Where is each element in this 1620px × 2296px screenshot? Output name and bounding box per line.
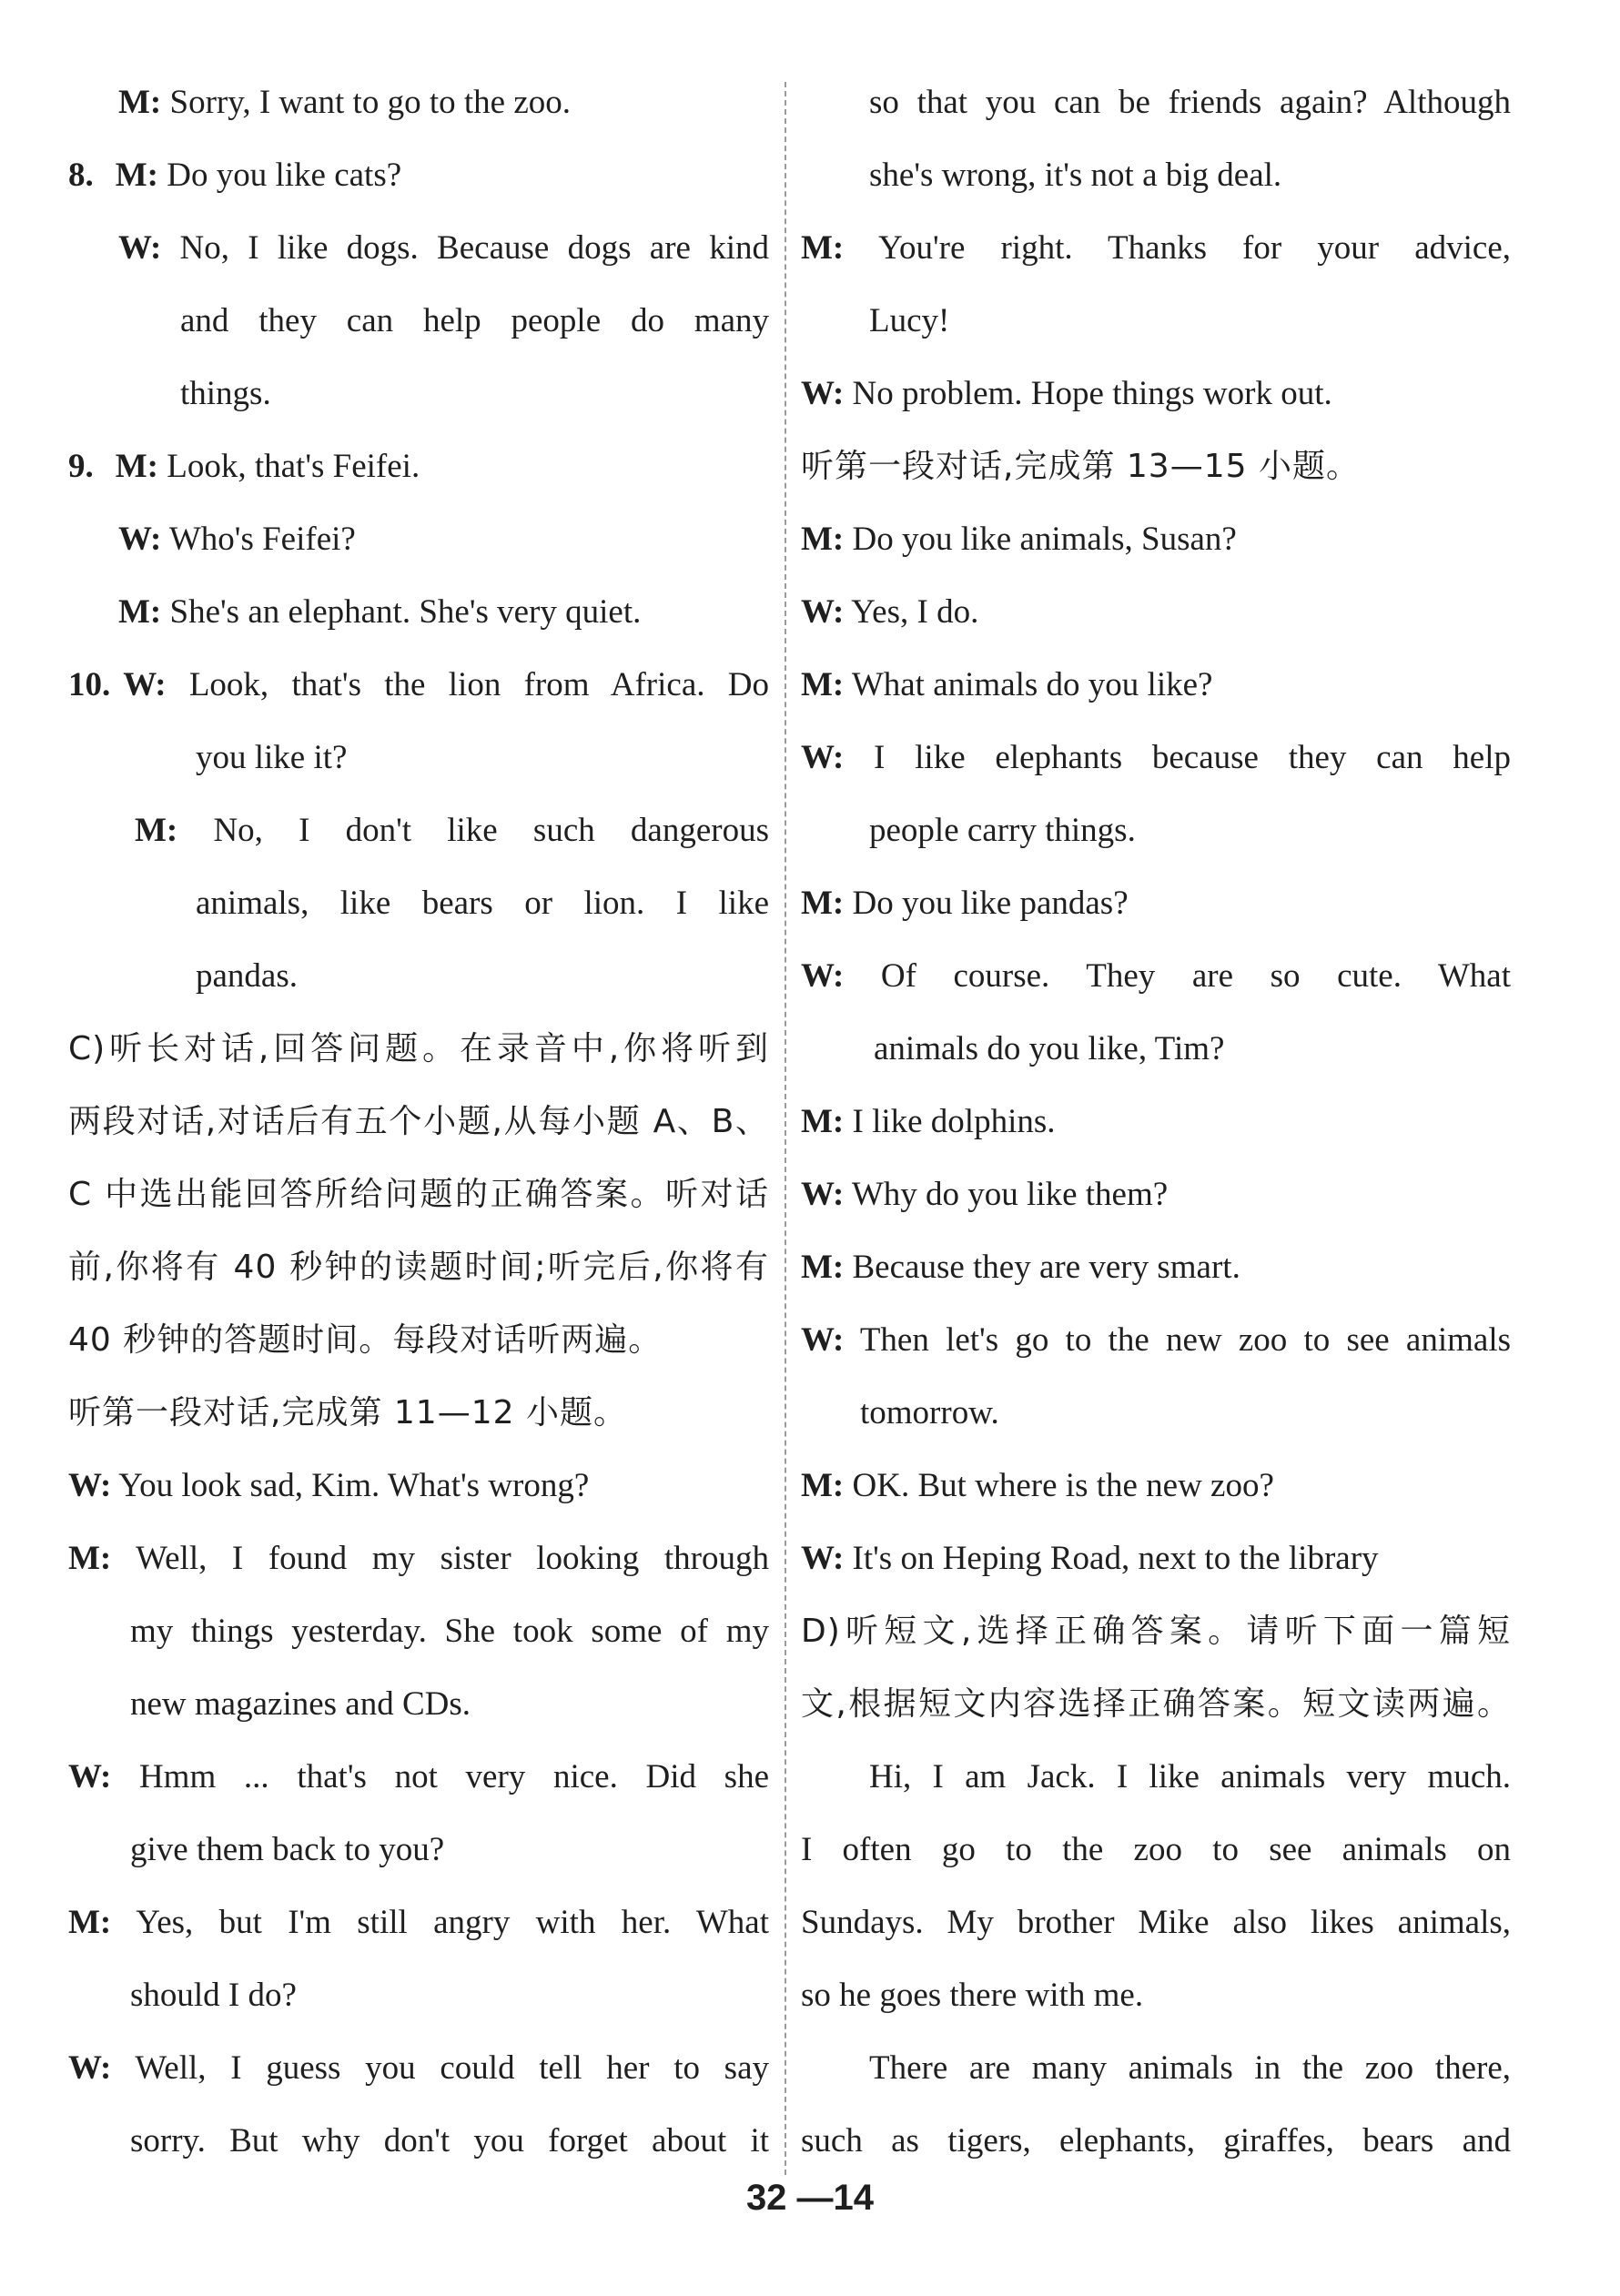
speaker-label: M:: [801, 885, 845, 922]
line-text: 两段对话,对话后有五个小题,从每小题 A、B、: [68, 1103, 769, 1140]
section-instruction-line: [68, 1238, 769, 1310]
line-text: 40 秒钟的答题时间。每段对话听两遍。: [68, 1321, 663, 1359]
line-text: 听第一段对话,完成第 13—15 小题。: [801, 448, 1360, 485]
text-line: [68, 728, 769, 801]
speaker-label: M:: [135, 812, 178, 849]
text-line: [68, 73, 769, 146]
line-text: Look, that's the lion from Africa. Do: [166, 666, 769, 703]
line-text: Lucy!: [869, 302, 950, 339]
section-instruction-line: [801, 1602, 1511, 1674]
text-line: [68, 1820, 769, 1893]
text-line: [68, 1674, 769, 1747]
line-text: tomorrow.: [860, 1394, 999, 1431]
speaker-label: W:: [801, 739, 845, 776]
speaker-label: M:: [68, 1540, 112, 1577]
line-text: Hmm ... that's not very nice. Did she: [111, 1758, 769, 1795]
speaker-label: M:: [801, 521, 845, 558]
line-text: I like elephants because they can help: [844, 739, 1511, 776]
line-text: C)听长对话,回答问题。在录音中,你将听到: [68, 1030, 769, 1067]
line-text: Yes, but I'm still angry with her. What: [111, 1904, 769, 1941]
speaker-label: W:: [801, 1321, 845, 1359]
line-text: such as tigers, elephants, giraffes, bears and: [801, 2122, 1511, 2159]
line-text: 前,你将有 40 秒钟的读题时间;听完后,你将有: [68, 1249, 769, 1286]
text-line: [68, 2038, 769, 2111]
speaker-label: W:: [68, 1758, 112, 1795]
text-line: [801, 1747, 1511, 1820]
line-text: No problem. Hope things work out.: [844, 375, 1332, 412]
line-text: No, I don't like such dangerous: [177, 812, 769, 849]
item-number: 10.: [68, 666, 111, 703]
text-line: [68, 437, 769, 510]
line-text: Sundays. My brother Mike also likes animals,: [801, 1904, 1511, 1941]
text-line: [801, 291, 1511, 364]
text-line: [801, 2111, 1511, 2184]
line-text: Well, I guess you could tell her to say: [111, 2049, 769, 2087]
section-instruction-line: [801, 1674, 1511, 1747]
line-text: You're right. Thanks for your advice,: [844, 229, 1511, 267]
text-line: [801, 1019, 1511, 1092]
text-line: [68, 2111, 769, 2184]
speaker-label: W:: [68, 1467, 112, 1504]
text-line: [801, 2038, 1511, 2111]
line-text: my things yesterday. She took some of my: [130, 1613, 769, 1650]
item-number: 8.: [68, 157, 94, 194]
text-line: [68, 874, 769, 946]
text-line: [68, 510, 769, 582]
text-line: [68, 146, 769, 218]
text-line: [801, 1529, 1511, 1602]
speaker-label: M:: [118, 84, 162, 121]
line-text: Look, that's Feifei.: [158, 448, 420, 485]
line-text: so that you can be friends again? Although: [869, 84, 1511, 121]
speaker-label: M:: [115, 448, 158, 485]
section-instruction-line: [68, 1165, 769, 1238]
text-line: [801, 510, 1511, 582]
speaker-label: W:: [801, 1176, 845, 1213]
text-line: [801, 1456, 1511, 1529]
text-line: [68, 801, 769, 874]
line-text: people carry things.: [869, 812, 1136, 849]
text-line: [68, 1893, 769, 1966]
line-text: D)听短文,选择正确答案。请听下面一篇短: [801, 1613, 1511, 1650]
line-text: Do you like animals, Susan?: [844, 521, 1237, 558]
text-line: [801, 218, 1511, 291]
speaker-label: M:: [68, 1904, 112, 1941]
line-text: You look sad, Kim. What's wrong?: [111, 1467, 590, 1504]
line-text: There are many animals in the zoo there,: [869, 2049, 1511, 2087]
line-text: animals do you like, Tim?: [874, 1030, 1225, 1067]
line-text: Yes, I do.: [844, 593, 979, 631]
right-column: [801, 73, 1511, 2184]
section-instruction-line: [801, 437, 1511, 510]
speaker-label: W:: [68, 2049, 112, 2087]
speaker-label: W:: [118, 229, 162, 267]
line-text: give them back to you?: [130, 1831, 445, 1868]
speaker-label: W:: [123, 666, 167, 703]
text-line: [801, 946, 1511, 1019]
speaker-label: M:: [801, 1103, 845, 1140]
speaker-label: W:: [118, 521, 162, 558]
text-line: [801, 874, 1511, 946]
line-text: Well, I found my sister looking through: [111, 1540, 769, 1577]
section-instruction-line: [68, 1383, 769, 1456]
text-line: [68, 582, 769, 655]
line-text: She's an elephant. She's very quiet.: [161, 593, 642, 631]
text-line: [801, 364, 1511, 437]
page-number: 32 —14: [745, 2178, 875, 2218]
line-text: so he goes there with me.: [801, 1977, 1144, 2014]
line-text: What animals do you like?: [844, 666, 1213, 703]
speaker-label: W:: [801, 375, 845, 412]
section-instruction-line: [68, 1310, 769, 1383]
text-line: [801, 1092, 1511, 1165]
text-line: [68, 218, 769, 291]
line-text: Do you like cats?: [158, 157, 402, 194]
line-text: 文,根据短文内容选择正确答案。短文读两遍。: [801, 1685, 1511, 1723]
line-text: Then let's go to the new zoo to see animals: [844, 1321, 1511, 1359]
text-line: [801, 801, 1511, 874]
line-text: Sorry, I want to go to the zoo.: [161, 84, 571, 121]
line-text: sorry. But why don't you forget about it: [130, 2122, 769, 2159]
line-text: and they can help people do many: [180, 302, 769, 339]
speaker-label: M:: [801, 1467, 845, 1504]
left-column: [68, 73, 769, 2184]
line-text: Why do you like them?: [844, 1176, 1169, 1213]
text-line: [801, 73, 1511, 146]
line-text: Who's Feifei?: [161, 521, 356, 558]
line-text: Of course. They are so cute. What: [844, 957, 1511, 995]
speaker-label: M:: [115, 157, 158, 194]
text-line: [801, 655, 1511, 728]
line-text: OK. But where is the new zoo?: [844, 1467, 1274, 1504]
text-line: [68, 1456, 769, 1529]
text-line: [801, 1165, 1511, 1238]
line-text: new magazines and CDs.: [130, 1685, 471, 1723]
line-text: Do you like pandas?: [844, 885, 1129, 922]
line-text: Because they are very smart.: [844, 1249, 1240, 1286]
text-line: [68, 1602, 769, 1674]
speaker-label: W:: [801, 593, 845, 631]
text-line: [801, 1820, 1511, 1893]
line-text: she's wrong, it's not a big deal.: [869, 157, 1282, 194]
section-instruction-line: [68, 1092, 769, 1165]
line-text: No, I like dogs. Because dogs are kind: [161, 229, 769, 267]
line-text: you like it?: [196, 739, 348, 776]
section-instruction-line: [68, 1019, 769, 1092]
line-text: It's on Heping Road, next to the library: [844, 1540, 1379, 1577]
line-text: 听第一段对话,完成第 11—12 小题。: [68, 1394, 627, 1431]
text-line: [801, 1238, 1511, 1310]
text-line: [68, 1747, 769, 1820]
speaker-label: W:: [801, 957, 845, 995]
speaker-label: M:: [801, 229, 845, 267]
speaker-label: M:: [801, 666, 845, 703]
text-line: [68, 364, 769, 437]
line-text: C 中选出能回答所给问题的正确答案。听对话: [68, 1176, 769, 1213]
text-line: [801, 728, 1511, 801]
line-text: Hi, I am Jack. I like animals very much.: [869, 1758, 1511, 1795]
text-line: [801, 1893, 1511, 1966]
text-line: [68, 291, 769, 364]
line-text: pandas.: [196, 957, 298, 995]
text-line: [68, 946, 769, 1019]
text-line: [68, 655, 769, 728]
speaker-label: M:: [801, 1249, 845, 1286]
text-line: [68, 1966, 769, 2038]
speaker-label: M:: [118, 593, 162, 631]
text-line: [68, 1529, 769, 1602]
text-line: [801, 582, 1511, 655]
item-number: 9.: [68, 448, 94, 485]
line-text: animals, like bears or lion. I like: [196, 885, 769, 922]
column-divider: [785, 82, 786, 2175]
text-line: [801, 1310, 1511, 1383]
line-text: things.: [180, 375, 271, 412]
text-line: [801, 146, 1511, 218]
speaker-label: W:: [801, 1540, 845, 1577]
line-text: I like dolphins.: [844, 1103, 1056, 1140]
line-text: I often go to the zoo to see animals on: [801, 1831, 1511, 1868]
line-text: should I do?: [130, 1977, 297, 2014]
text-line: [801, 1966, 1511, 2038]
text-line: [801, 1383, 1511, 1456]
